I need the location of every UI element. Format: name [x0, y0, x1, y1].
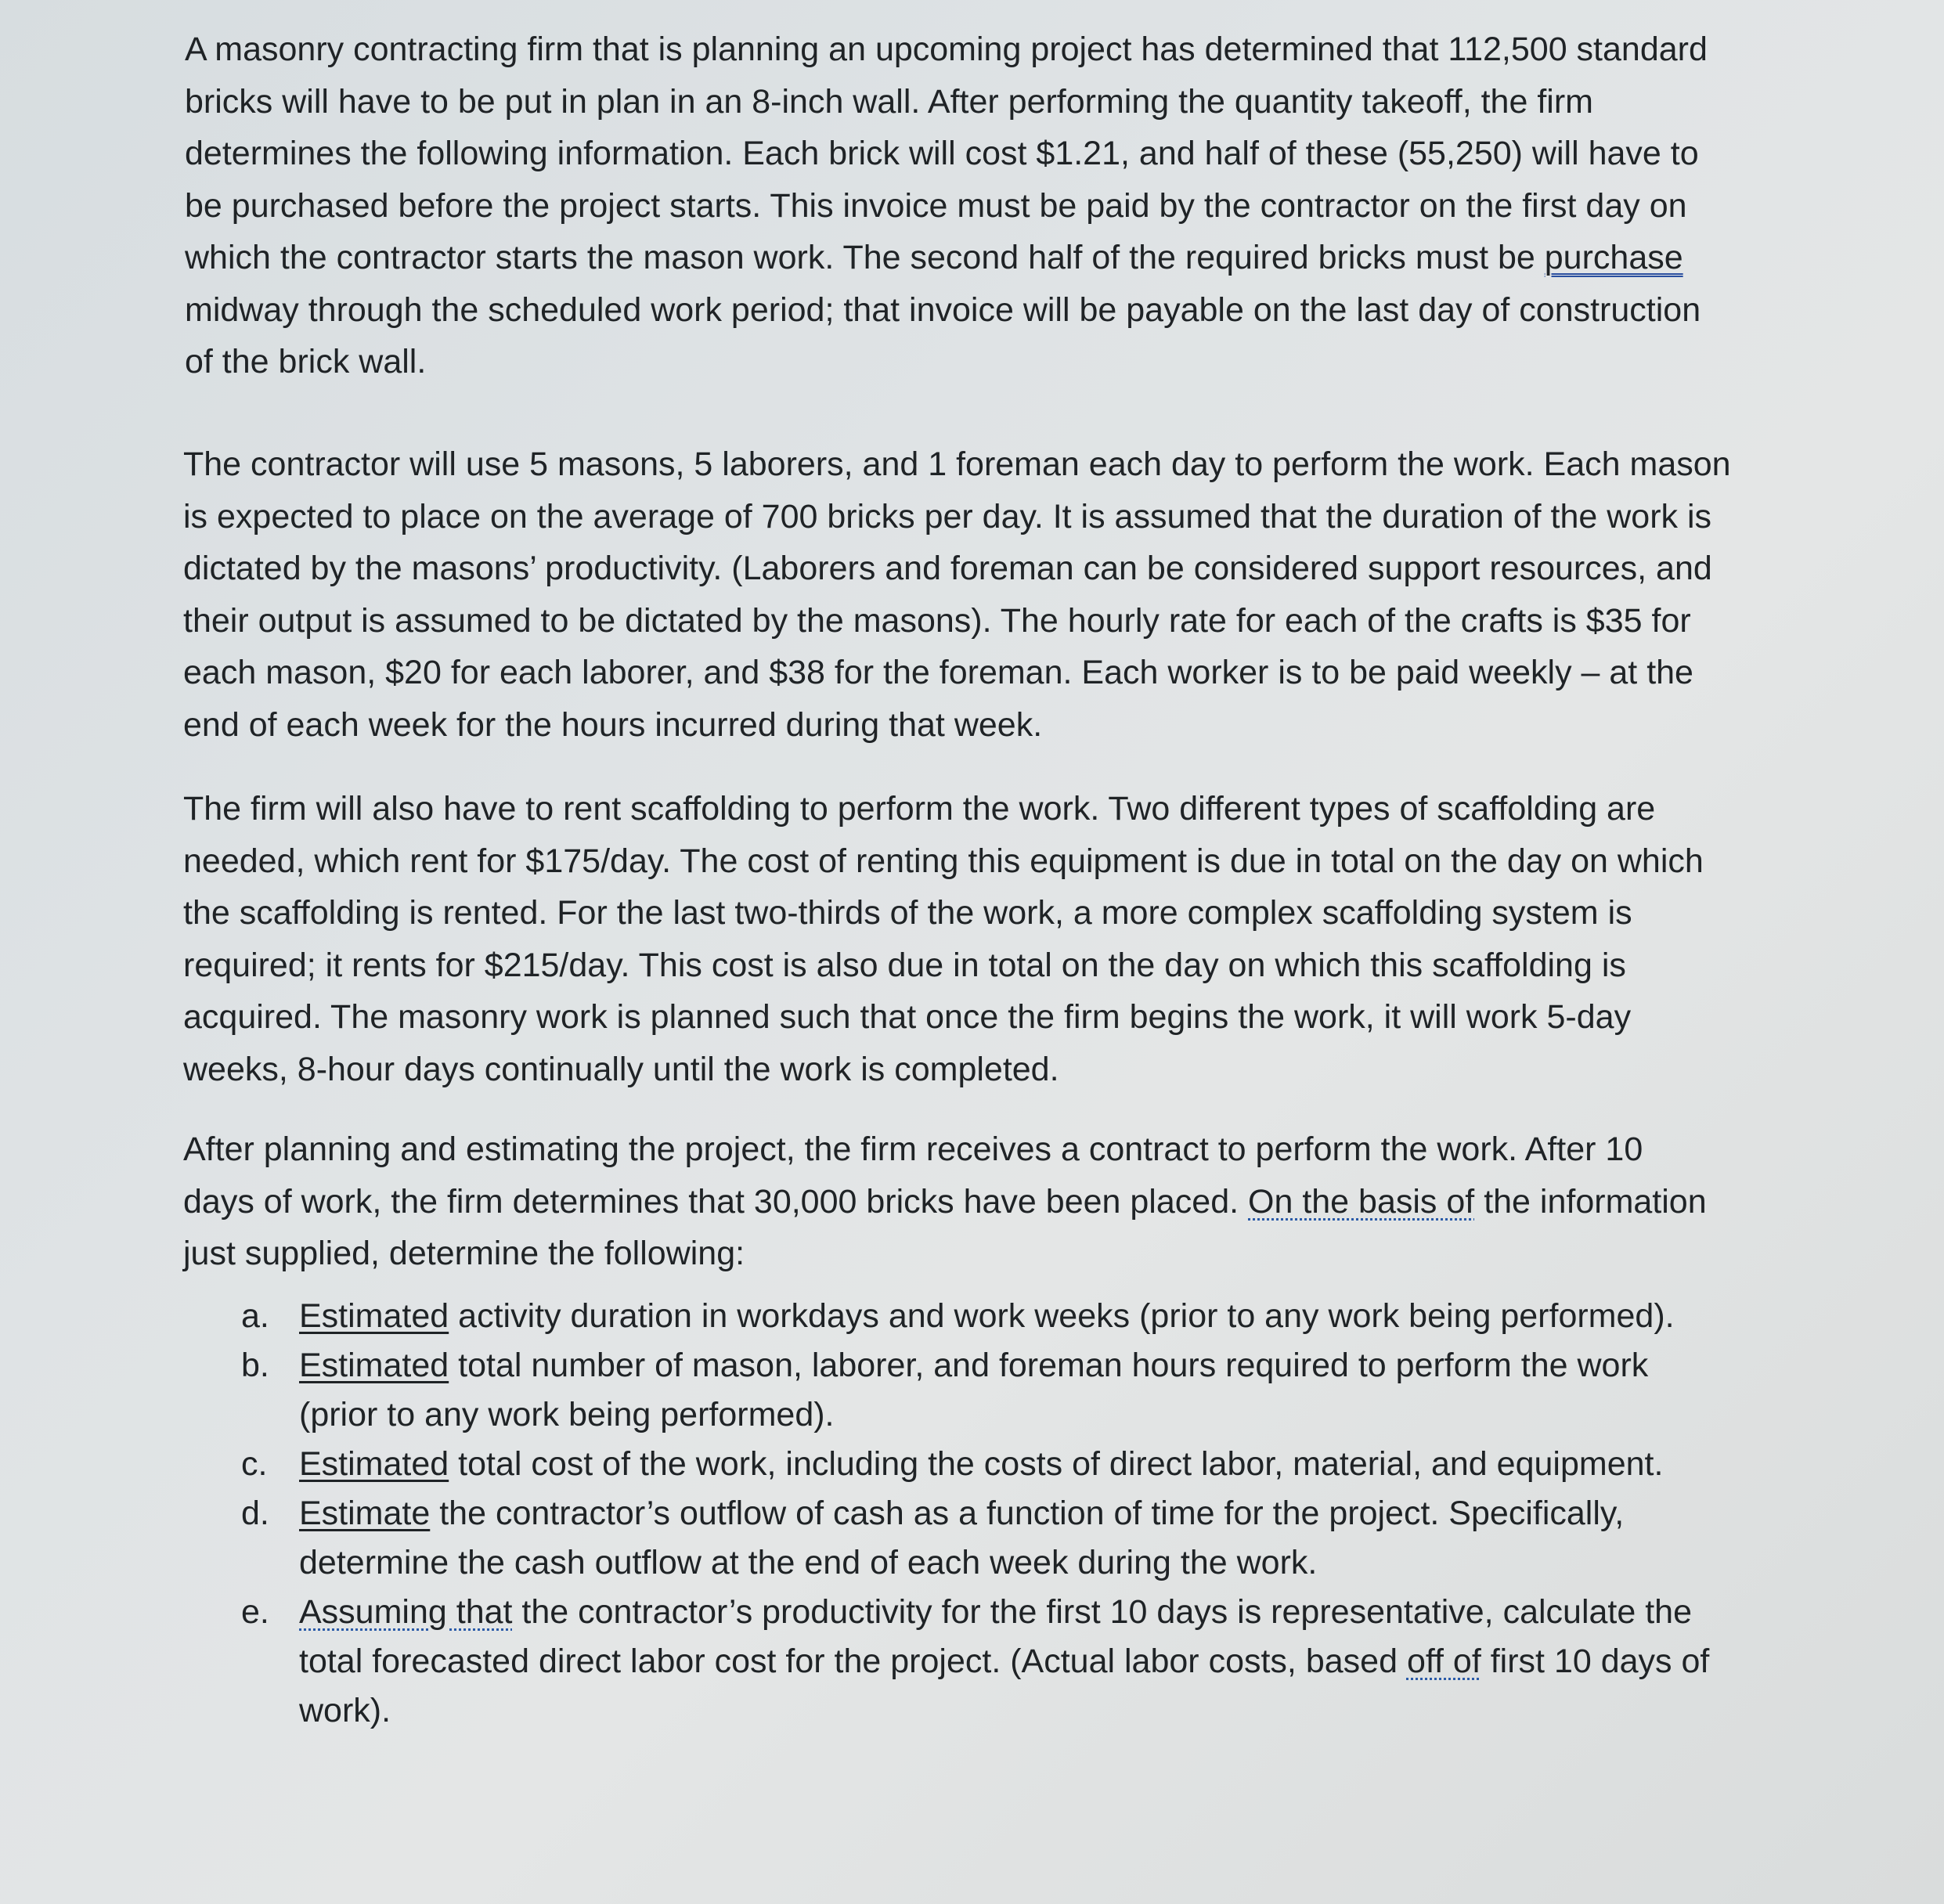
text-line: After planning and estimating the project, the firm receives a contract to perform the work. After 10 [183, 1130, 1643, 1168]
text-line: is expected to place on the average of 700 bricks per day. It is assumed that the duration of the work is [183, 497, 1712, 536]
text-line: midway through the scheduled work period; that invoice will be payable on the last day of construction [185, 290, 1701, 329]
text-line: each mason, $20 for each laborer, and $38 for the foreman. Each worker is to be paid weekly – at the [183, 654, 1693, 691]
underlined-word-purchase: purchase [1544, 239, 1683, 276]
text-line [299, 1341, 1747, 1390]
text-line: be purchased before the project starts. This invoice must be paid by the contractor on the first day on [185, 186, 1687, 225]
question-list [182, 1292, 1747, 1736]
text-line: work). [299, 1692, 391, 1729]
text-line: The contractor will use 5 masons, 5 laborers, and 1 foreman each day to perform the work. Each mason [183, 445, 1731, 483]
text-line: determine the cash outflow at the end of each week during the work. [299, 1544, 1318, 1581]
text-line: (prior to any work being performed). [299, 1396, 835, 1433]
text-line: the scaffolding is rented. For the last two-thirds of the work, a more complex scaffolding system is [183, 894, 1632, 932]
list-marker: e. [241, 1593, 269, 1631]
text-segment: the contractor’s productivity for the first 10 days is representative, calculate the [512, 1593, 1693, 1631]
question-item-c [182, 1440, 1747, 1489]
underlined-phrase-assuming-that: Assuming that [299, 1593, 513, 1631]
paragraph-contract [183, 1123, 1707, 1280]
question-item-e [182, 1588, 1747, 1736]
text-segment: total cost of the work, including the costs of direct labor, material, and equipment. [449, 1445, 1664, 1483]
text-line: just supplied, determine the following: [183, 1235, 745, 1272]
text-segment: activity duration in workdays and work weeks (prior to any work being performed). [449, 1297, 1675, 1335]
text-line: weeks, 8-hour days continually until the work is completed. [183, 1050, 1059, 1088]
underlined-word: Estimated [299, 1347, 449, 1384]
text-line: their output is assumed to be dictated by the masons). The hourly rate for each of the crafts is $35 for [183, 601, 1691, 640]
text-line [183, 1176, 1707, 1228]
text-segment: the information [1474, 1182, 1707, 1221]
text-line [299, 1489, 1747, 1538]
text-line: The firm will also have to rent scaffolding to perform the work. Two different types of scaffolding are [183, 790, 1656, 828]
text-line [299, 1588, 1747, 1637]
text-segment: total forecasted direct labor cost for the project. (Actual labor costs, based [299, 1643, 1407, 1680]
list-marker: b. [241, 1347, 269, 1384]
text-segment: total number of mason, laborer, and foreman hours required to perform the work [449, 1347, 1649, 1384]
text-line: determines the following information. Each brick will cost $1.21, and half of these (55,250) will have to [185, 135, 1699, 172]
text-line: A masonry contracting firm that is planning an upcoming project has determined that 112,500 standard [185, 31, 1708, 68]
text-segment: first 10 days of [1481, 1643, 1710, 1680]
text-line [185, 232, 1708, 284]
paragraph-bricks [185, 23, 1708, 388]
text-line [299, 1440, 1747, 1489]
question-item-d [182, 1489, 1747, 1588]
list-marker: d. [241, 1495, 269, 1532]
list-marker: c. [241, 1445, 268, 1483]
underlined-phrase-on-the-basis-of: On the basis of [1248, 1182, 1475, 1221]
underlined-word: Estimate [299, 1495, 431, 1532]
text-line: needed, which rent for $175/day. The cost of renting this equipment is due in total on the day on which [183, 842, 1704, 880]
text-line: of the brick wall. [185, 343, 427, 380]
text-line: end of each week for the hours incurred during that week. [183, 705, 1043, 744]
underlined-word: Estimated [299, 1445, 449, 1483]
text-line [299, 1292, 1747, 1341]
underlined-phrase-off-of: off of [1406, 1643, 1481, 1680]
text-line: acquired. The masonry work is planned such that once the firm begins the work, it will work 5-day [183, 998, 1632, 1036]
text-line: bricks will have to be put in plan in an 8-inch wall. After performing the quantity takeoff, the firm [185, 82, 1593, 121]
text-line [299, 1637, 1747, 1686]
text-segment: which the contractor starts the mason work. The second half of the required bricks must be [185, 239, 1535, 276]
paragraph-scaffolding [183, 783, 1704, 1095]
text-line: dictated by the masons’ productivity. (Laborers and foreman can be considered support resources, and [183, 550, 1712, 587]
question-item-b [182, 1341, 1747, 1440]
document-page [182, 23, 1794, 1887]
underlined-word: Estimated [299, 1297, 449, 1335]
list-marker: a. [241, 1297, 269, 1335]
text-line: required; it rents for $215/day. This cost is also due in total on the day on which this scaffolding is [183, 946, 1626, 984]
paragraph-crew [183, 438, 1731, 751]
text-segment: the contractor’s outflow of cash as a function of time for the project. Specifically, [430, 1495, 1625, 1532]
text-segment: days of work, the firm determines that 30,000 bricks have been placed. [183, 1182, 1249, 1221]
question-item-a [182, 1292, 1747, 1341]
